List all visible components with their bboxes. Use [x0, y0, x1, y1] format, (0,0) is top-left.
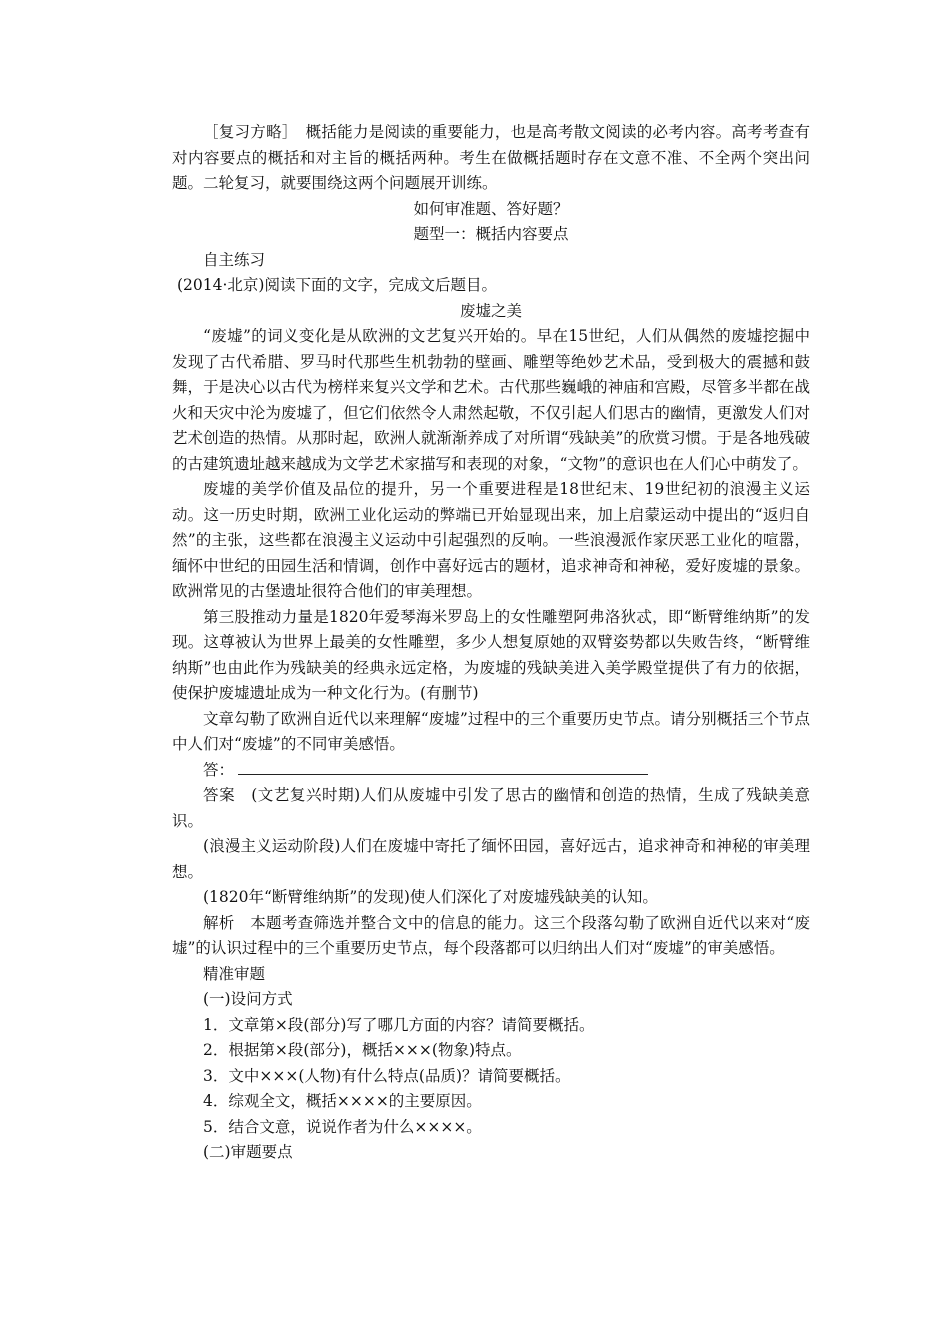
subsection-key-points: (二)审题要点: [203, 1143, 293, 1161]
document-page: [172, 120, 810, 1166]
question-text: 文章勾勒了欧洲自近代以来理解“废墟”过程中的三个重要历史节点。请分别概括三个节点中人们对“废墟”的不同审美感悟。: [172, 709, 810, 753]
list-item: 3．文中×××(人物)有什么特点(品质)？请简要概括。: [203, 1066, 571, 1085]
essay-paragraph-2: 废墟的美学价值及品位的提升，另一个重要进程是18世纪末、19世纪初的浪漫主义运动。这一历史时期，欧洲工业化运动的弊端已开始显现出来，加上启蒙运动中提出的“返归自然”的主张，这些都在浪漫主义运动中引起强烈的反响。一些浪漫派作家厌恶工业化的喧嚣，缅怀中世纪的田园生活和情调，创作中喜好远古的题材，追求神奇和神秘，爱好废墟的景象。欧洲常见的古堡遗址很符合他们的审美理想。: [172, 480, 810, 600]
section-title: 精准审题: [203, 964, 266, 983]
review-strategy-paragraph: ［复习方略］ 概括能力是阅读的重要能力，也是高考散文阅读的必考内容。高考考查有对内容要点的概括和对主旨的概括两种。考生在做概括题时存在文意不准、不全两个突出问题。二轮复习，就要围绕这两个问题展开训练。: [172, 123, 810, 192]
essay-paragraph-3: 第三股推动力量是1820年爱琴海米罗岛上的女性雕塑阿弗洛狄忒，即“断臂维纳斯”的发现。这尊被认为世界上最美的女性雕塑，多少人想复原她的双臂姿势都以失败告终，“断臂维纳斯”也由此作为残缺美的经典永远定格，为废墟的残缺美进入美学殿堂提供了有力的依据，使保护废墟遗址成为一种文化行为。(有删节): [172, 607, 810, 702]
answer-part-3: (1820年“断臂维纳斯”的发现)使人们深化了对废墟残缺美的认知。: [203, 888, 658, 906]
answer-prompt: 答：: [203, 760, 235, 779]
heading-how-to-answer: 如何审准题、答好题？: [413, 199, 569, 218]
answer-part-1: 答案 (文艺复兴时期)人们从废墟中引发了思古的幽情和创造的热情，生成了残缺美意识。: [172, 786, 810, 830]
answer-part-2: (浪漫主义运动阶段)人们在废墟中寄托了缅怀田园，喜好远古，追求神奇和神秘的审美理想。: [172, 837, 810, 881]
answer-line: [172, 758, 810, 784]
practice-label: 自主练习: [203, 250, 266, 269]
heading-question-type-one: 题型一：概括内容要点: [413, 225, 569, 243]
list-item: 2．根据第×段(部分)，概括×××(物象)特点。: [203, 1041, 522, 1059]
list-item: 1．文章第×段(部分)写了哪几方面的内容？请简要概括。: [203, 1015, 595, 1034]
list-item: 4．综观全文，概括××××的主要原因。: [203, 1092, 482, 1110]
essay-paragraph-1: “废墟”的词义变化是从欧洲的文艺复兴开始的。早在15世纪，人们从偶然的废墟挖掘中发现了古代希腊、罗马时代那些生机勃勃的壁画、雕塑等绝妙艺术品，受到极大的震撼和鼓舞，于是决心以古代为榜样来复兴文学和艺术。古代那些巍峨的神庙和宫殿，尽管多半都在战火和天灾中沦为废墟了，但它们依然令人肃然起敬，不仅引起人们思古的幽情，更激发人们对艺术创造的热情。从那时起，欧洲人就渐渐养成了对所谓“残缺美”的欣赏习惯。于是各地残破的古建筑遗址越来越成为文学艺术家描写和表现的对象，“文物”的意识也在人们心中萌发了。: [172, 327, 810, 473]
answer-blank: [238, 760, 648, 775]
source-line: (2014·北京)阅读下面的文字，完成文后题目。: [177, 276, 497, 294]
list-item: 5．结合文意，说说作者为什么××××。: [203, 1117, 482, 1136]
subsection-question-forms: (一)设问方式: [203, 990, 293, 1008]
essay-title: 废墟之美: [459, 301, 522, 320]
analysis-paragraph: 解析 本题考查筛选并整合文中的信息的能力。这三个段落勾勒了欧洲自近代以来对“废墟”的认识过程中的三个重要历史节点，每个段落都可以归纳出人们对“废墟”的审美感悟。: [172, 913, 810, 957]
